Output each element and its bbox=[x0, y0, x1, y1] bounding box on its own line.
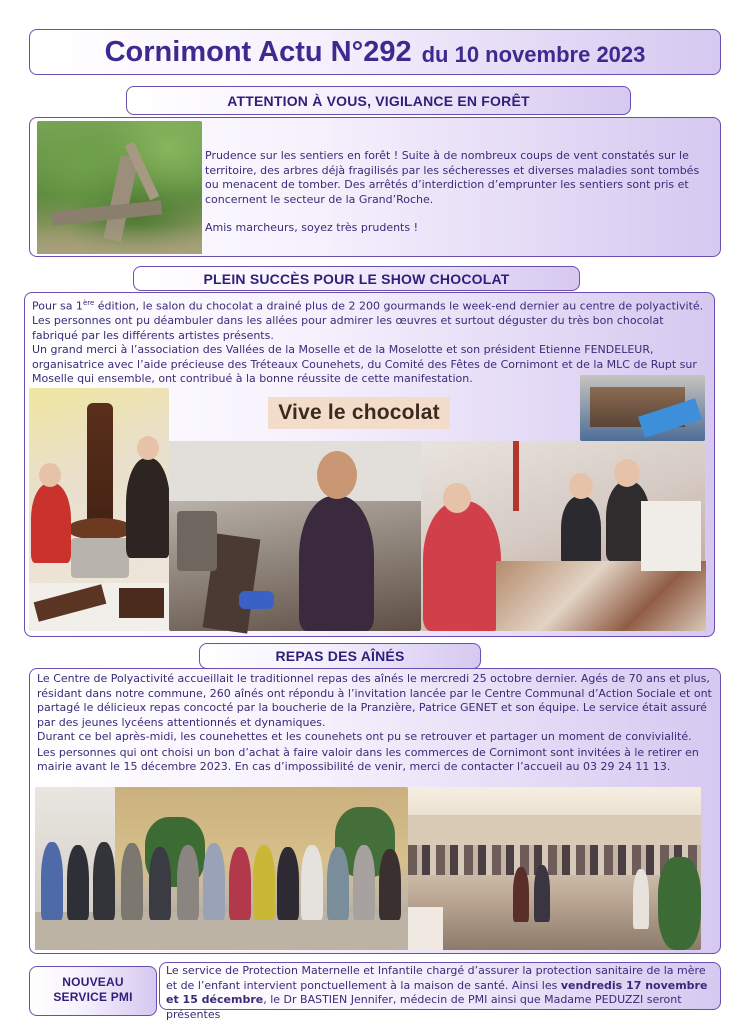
seniors-dance-photo bbox=[408, 787, 701, 950]
pmi-title-line-2: SERVICE PMI bbox=[53, 990, 133, 1004]
chocolatier-photo bbox=[169, 441, 421, 631]
forest-paragraph-1: Prudence sur les sentiers en forêt ! Suite à de nombreux coups de vent constatés sur le territoire, des arbres déjà fragilisés par les sécheresses et diverses maladies sont tombés ou menacent de tomber. Des arrêtés d’interdiction d’emprunter les sentiers sont pris et concernent le secteur de la Grand’Roche. bbox=[205, 149, 700, 206]
masthead bbox=[29, 29, 721, 75]
pmi-title-line-1: NOUVEAU bbox=[62, 975, 124, 989]
pmi-paragraph: Le service de Protection Maternelle et Infantile chargé d’assurer la protection sanitaire de la mère et de l’enfant intervient ponctuellement à la maison de santé. Ainsi les vendredis 17 novembre et 15 décembre, le Dr BASTIEN Jennifer, médecin de PMI ainsi que Madame PEDUZZI seront présentes bbox=[166, 964, 708, 1021]
vive-le-chocolat-banner: Vive le chocolat bbox=[268, 397, 450, 429]
seniors-paragraph-2: Durant ce bel après-midi, les counehettes et les counehets ont pu se retrouver et partager un moment de convivialité. bbox=[37, 730, 692, 743]
chocolate-display-photo bbox=[580, 375, 705, 441]
seniors-group-photo bbox=[35, 787, 408, 950]
chocolate-text bbox=[32, 296, 710, 387]
pmi-section-title bbox=[29, 966, 157, 1016]
pmi-text bbox=[166, 964, 718, 1022]
forest-section-title bbox=[126, 86, 631, 115]
seniors-text bbox=[37, 672, 717, 775]
chocolate-paragraph-1: Pour sa 1ère édition, le salon du chocolat a drainé plus de 2 200 gourmands le week-end dernier au centre de polyactivité. Les personnes ont pu déambuler dans les allées pour admirer les œuvres et surtout déguster du très bon chocolat fabriqué par les différents artistes présents. bbox=[32, 299, 704, 342]
forest-title-text: ATTENTION À VOUS, VIGILANCE EN FORÊT bbox=[227, 92, 530, 109]
forest-text bbox=[205, 149, 710, 236]
newsletter-date: du 10 novembre 2023 bbox=[421, 42, 646, 67]
chocolate-fountain-photo bbox=[29, 388, 169, 631]
fallen-tree-photo bbox=[37, 121, 202, 254]
forest-paragraph-2: Amis marcheurs, soyez très prudents ! bbox=[205, 221, 419, 234]
pmi-panel bbox=[159, 962, 721, 1021]
seniors-title-text: REPAS DES AÎNÉS bbox=[275, 648, 405, 664]
seniors-paragraph-1: Le Centre de Polyactivité accueillait le traditionnel repas des aînés le mercredi 25 octobre dernier. Agés de 70 ans et plus, résidant dans notre commune, 260 aînés ont répondu à l’invitation lancée par le Centre Communal d’Action Sociale et ont partagé le délicieux repas concocté par la boucherie de la Pranzière, Patrice GENET et son équipe. Le service était assuré par des jeunes lycéens attentionnés et dynamiques. bbox=[37, 672, 712, 729]
forest-panel bbox=[29, 117, 721, 257]
seniors-section-title bbox=[199, 643, 481, 669]
chocolate-paragraph-2: Un grand merci à l’association des Vallées de la Moselle et de la Moselotte et son président Etienne FENDELEUR, organisatrice avec l’aide précieuse des Tréteaux Counehets, du Comité des Fêtes de Cornimont et de la MLC de Rupt sur Moselle qui ensemble, ont contribué à la bonne réussite de cette manifestation. bbox=[32, 343, 697, 386]
chocolate-section-title bbox=[133, 266, 580, 291]
chocolate-stand-photo bbox=[421, 441, 705, 631]
newsletter-title: Cornimont Actu N°292 bbox=[104, 35, 412, 68]
seniors-paragraph-3: Les personnes qui ont choisi un bon d’achat à faire valoir dans les commerces de Cornimont sont invitées à le retirer en mairie avant le 15 décembre 2023. En cas d’impossibilité de venir, merci de contacter l’accueil au 03 29 24 11 13. bbox=[37, 745, 699, 773]
chocolate-title-text: PLEIN SUCCÈS POUR LE SHOW CHOCOLAT bbox=[203, 270, 510, 287]
